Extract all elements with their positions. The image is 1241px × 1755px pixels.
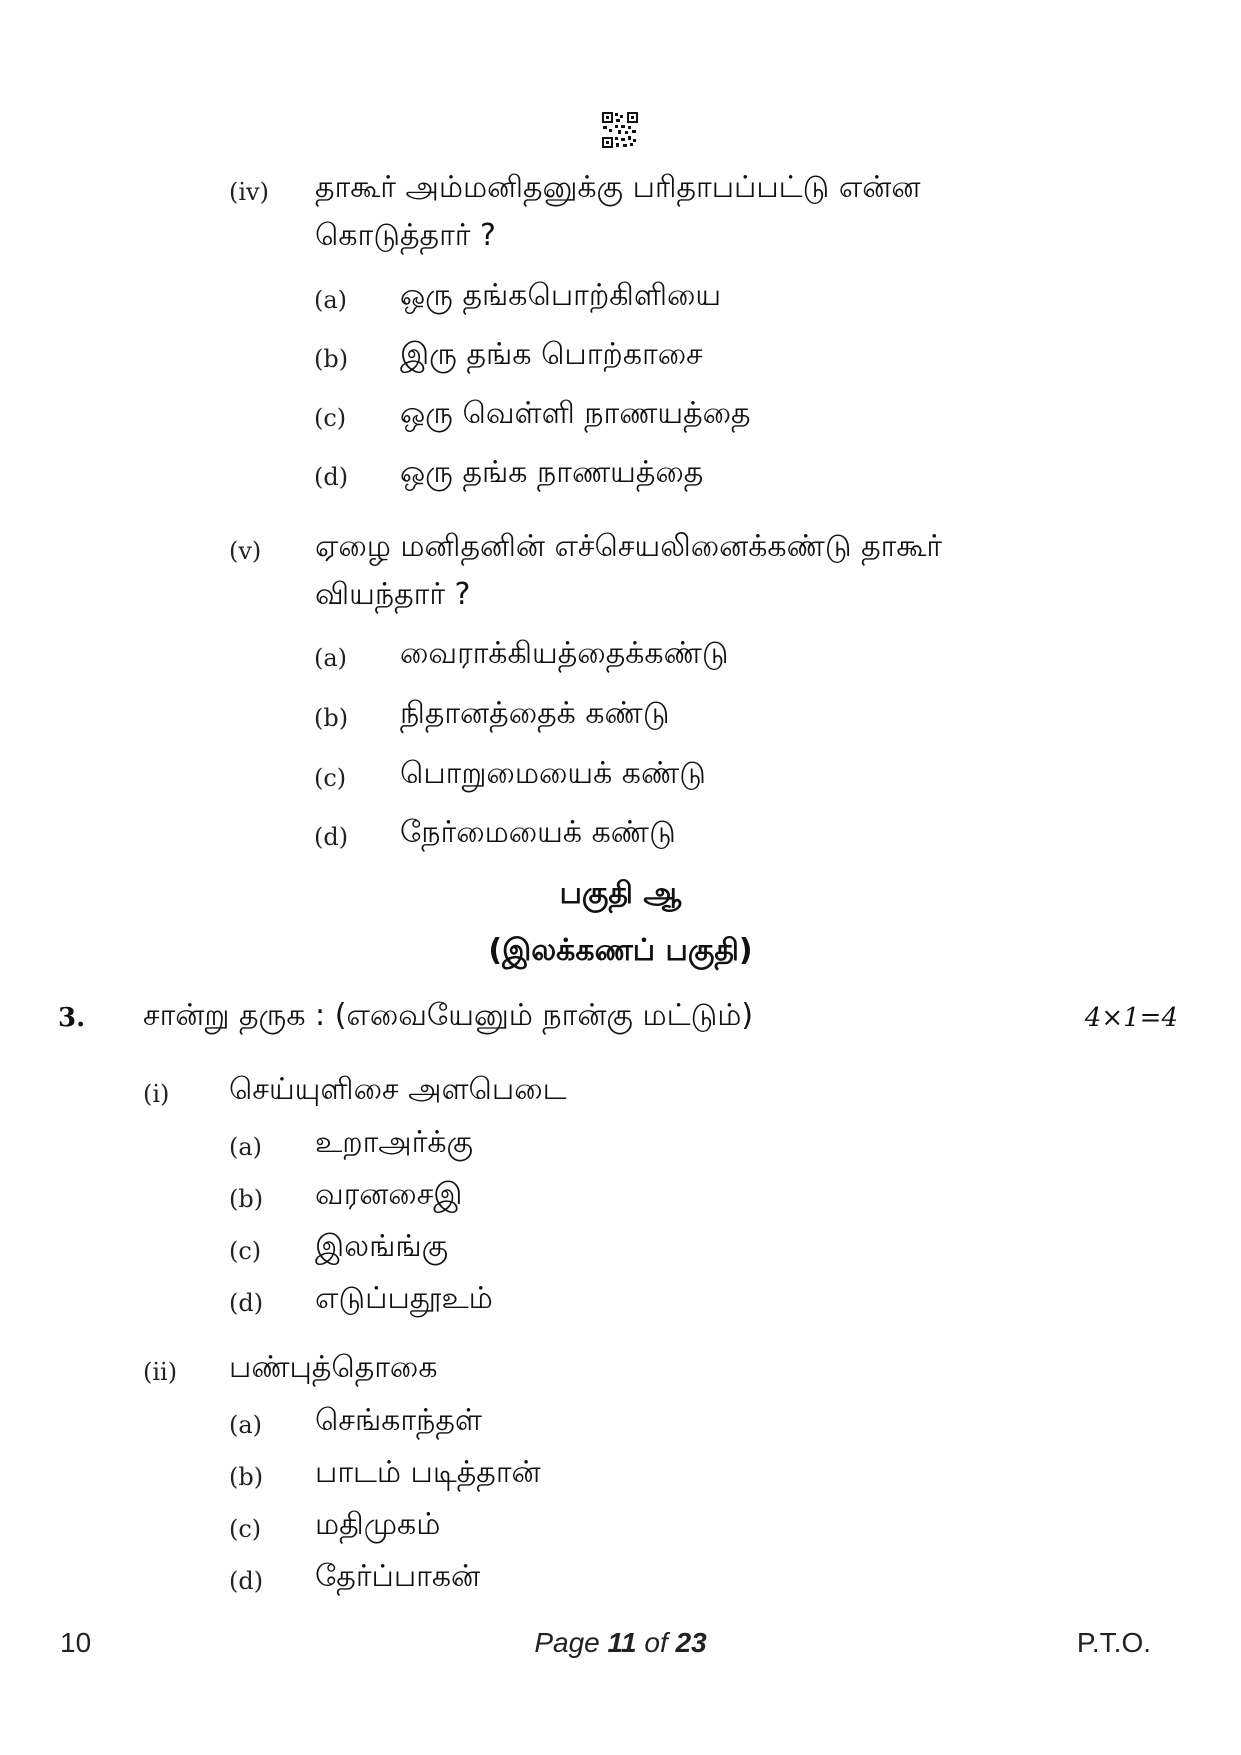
- footer-code: 10: [60, 1627, 92, 1658]
- page-word: Page: [534, 1627, 600, 1658]
- qr-code-icon: [601, 111, 639, 149]
- option-text: செங்காந்தள்: [315, 1403, 482, 1438]
- option-text: மதிமுகம்: [315, 1507, 441, 1542]
- option-text: நிதானத்தைக் கண்டு: [400, 696, 670, 731]
- footer-pto: P.T.O.: [1076, 1627, 1151, 1658]
- option-label: (c): [314, 764, 347, 792]
- question-3-marks: 4×1=4: [1084, 1003, 1178, 1033]
- subquestion-i-title: செய்யுளிசை அளபெடை: [229, 1072, 567, 1107]
- question-iv-label: (iv): [229, 178, 269, 206]
- option-label: (a): [229, 1133, 263, 1161]
- question-v-text-line2: வியந்தார் ?: [315, 577, 471, 612]
- page-total: 23: [675, 1627, 707, 1658]
- option-label: (b): [229, 1185, 264, 1213]
- question-3-number: 3.: [58, 1003, 86, 1033]
- option-label: (c): [314, 404, 347, 432]
- question-iv-text-line2: கொடுத்தார் ?: [315, 218, 496, 253]
- option-label: (d): [229, 1289, 264, 1317]
- option-text: ஒரு தங்கபொற்கிளியை: [400, 278, 722, 313]
- option-label: (b): [314, 345, 349, 373]
- question-v-text-line1: ஏழை மனிதனின் எச்செயலினைக்கண்டு தாகூர்: [315, 529, 943, 564]
- subquestion-i-label: (i): [143, 1080, 170, 1108]
- question-v-label: (v): [229, 537, 262, 565]
- option-text: ஒரு வெள்ளி நாணயத்தை: [400, 396, 751, 431]
- option-text: வைராக்கியத்தைக்கண்டு: [400, 636, 729, 671]
- option-label: (d): [314, 463, 349, 491]
- option-text: இரு தங்க பொற்காசை: [400, 337, 703, 372]
- option-text: இலங்ங்கு: [315, 1229, 449, 1264]
- option-text: பாடம் படித்தான்: [315, 1455, 541, 1490]
- option-text: தேர்ப்பாகன்: [315, 1559, 481, 1594]
- section-title: பகுதி ஆ: [559, 876, 682, 911]
- option-label: (a): [314, 286, 348, 314]
- option-label: (b): [229, 1463, 264, 1491]
- option-text: உறாஅர்க்கு: [315, 1125, 473, 1160]
- footer-page-number: [0, 1627, 1241, 1659]
- page-current: 11: [607, 1627, 637, 1658]
- option-text: எடுப்பதூஉம்: [315, 1281, 493, 1316]
- subquestion-ii-title: பண்புத்தொகை: [229, 1350, 438, 1385]
- option-label: (a): [229, 1411, 263, 1439]
- subquestion-ii-label: (ii): [143, 1358, 178, 1386]
- page-of: of: [644, 1627, 668, 1658]
- question-3-instruction: சான்று தருக : (எவையேனும் நான்கு மட்டும்): [143, 998, 754, 1033]
- option-label: (d): [314, 823, 349, 851]
- option-label: (b): [314, 704, 349, 732]
- option-label: (d): [229, 1567, 264, 1595]
- option-text: ஒரு தங்க நாணயத்தை: [400, 455, 704, 490]
- option-label: (a): [314, 644, 348, 672]
- option-label: (c): [229, 1237, 262, 1265]
- option-label: (c): [229, 1515, 262, 1543]
- section-subtitle: (இலக்கணப் பகுதி): [488, 933, 753, 968]
- option-text: வரனசைஇ: [315, 1177, 463, 1212]
- question-iv-text-line1: தாகூர் அம்மனிதனுக்கு பரிதாபப்பட்டு என்ன: [315, 170, 921, 205]
- option-text: பொறுமையைக் கண்டு: [400, 756, 706, 791]
- option-text: நேர்மையைக் கண்டு: [400, 815, 676, 850]
